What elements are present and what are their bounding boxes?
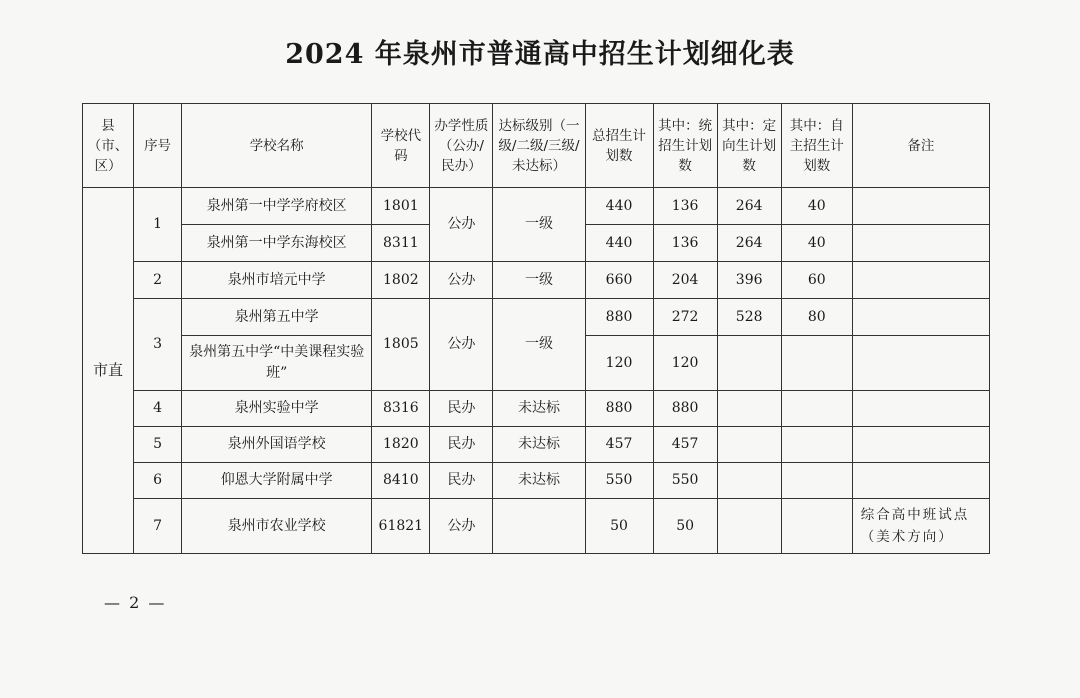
independent-cell: 80	[781, 299, 852, 336]
code-cell: 61821	[372, 499, 430, 554]
directed-cell: 264	[717, 188, 781, 225]
remark-cell	[852, 336, 989, 391]
enrollment-table	[82, 103, 990, 554]
region-cell: 市直	[83, 188, 134, 554]
level-cell	[493, 499, 585, 554]
header-unified: 其中：统招生计划数	[653, 104, 717, 188]
total-cell: 440	[585, 225, 653, 262]
seq-cell: 5	[134, 427, 182, 463]
total-cell: 457	[585, 427, 653, 463]
code-cell: 1805	[372, 299, 430, 391]
directed-cell: 264	[717, 225, 781, 262]
remark-cell	[852, 225, 989, 262]
code-cell: 1820	[372, 427, 430, 463]
directed-cell: 528	[717, 299, 781, 336]
table-row	[83, 427, 990, 463]
header-level: 达标级别（一级/二级/三级/未达标）	[493, 104, 585, 188]
level-cell: 一级	[493, 262, 585, 299]
table-header-row	[83, 104, 990, 188]
total-cell: 880	[585, 391, 653, 427]
header-seq: 序号	[134, 104, 182, 188]
nature-cell: 民办	[430, 427, 493, 463]
school-cell: 泉州第一中学东海校区	[182, 225, 372, 262]
unified-cell: 120	[653, 336, 717, 391]
table-row	[83, 463, 990, 499]
independent-cell	[781, 391, 852, 427]
table-row	[83, 391, 990, 427]
total-cell: 120	[585, 336, 653, 391]
total-cell: 660	[585, 262, 653, 299]
table-row	[83, 299, 990, 336]
remark-cell: 综合高中班试点（美术方向）	[852, 499, 989, 554]
independent-cell: 40	[781, 188, 852, 225]
header-independent: 其中：自主招生计划数	[781, 104, 852, 188]
seq-cell: 6	[134, 463, 182, 499]
level-cell: 未达标	[493, 427, 585, 463]
table-row	[83, 499, 990, 554]
page-title: 2024 年泉州市普通高中招生计划细化表	[285, 39, 795, 70]
school-cell: 仰恩大学附属中学	[182, 463, 372, 499]
independent-cell: 40	[781, 225, 852, 262]
level-cell: 一级	[493, 188, 585, 262]
code-cell: 8410	[372, 463, 430, 499]
nature-cell: 公办	[430, 499, 493, 554]
unified-cell: 136	[653, 225, 717, 262]
directed-cell: 396	[717, 262, 781, 299]
school-cell: 泉州外国语学校	[182, 427, 372, 463]
school-cell: 泉州市培元中学	[182, 262, 372, 299]
remark-cell	[852, 299, 989, 336]
unified-cell: 50	[653, 499, 717, 554]
table-row	[83, 262, 990, 299]
independent-cell	[781, 427, 852, 463]
unified-cell: 550	[653, 463, 717, 499]
header-nature: 办学性质（公办/民办）	[430, 104, 493, 188]
header-county: 县（市、区）	[83, 104, 134, 188]
school-cell: 泉州第一中学学府校区	[182, 188, 372, 225]
directed-cell	[717, 427, 781, 463]
directed-cell	[717, 463, 781, 499]
school-cell: 泉州第五中学“中美课程实验班”	[182, 336, 372, 391]
nature-cell: 民办	[430, 391, 493, 427]
seq-cell: 2	[134, 262, 182, 299]
code-cell: 1802	[372, 262, 430, 299]
unified-cell: 204	[653, 262, 717, 299]
school-cell: 泉州市农业学校	[182, 499, 372, 554]
independent-cell	[781, 336, 852, 391]
header-directed: 其中：定向生计划数	[717, 104, 781, 188]
code-cell: 1801	[372, 188, 430, 225]
header-remark: 备注	[852, 104, 989, 188]
school-cell: 泉州实验中学	[182, 391, 372, 427]
code-cell: 8316	[372, 391, 430, 427]
level-cell: 未达标	[493, 391, 585, 427]
seq-cell: 3	[134, 299, 182, 391]
total-cell: 50	[585, 499, 653, 554]
nature-cell: 公办	[430, 262, 493, 299]
unified-cell: 880	[653, 391, 717, 427]
total-cell: 880	[585, 299, 653, 336]
directed-cell	[717, 391, 781, 427]
unified-cell: 136	[653, 188, 717, 225]
total-cell: 550	[585, 463, 653, 499]
page-number: — 2 —	[104, 593, 167, 612]
level-cell: 一级	[493, 299, 585, 391]
unified-cell: 457	[653, 427, 717, 463]
level-cell: 未达标	[493, 463, 585, 499]
remark-cell	[852, 188, 989, 225]
unified-cell: 272	[653, 299, 717, 336]
independent-cell: 60	[781, 262, 852, 299]
header-code: 学校代码	[372, 104, 430, 188]
table-row	[83, 188, 990, 225]
remark-cell	[852, 391, 989, 427]
remark-cell	[852, 427, 989, 463]
nature-cell: 公办	[430, 299, 493, 391]
seq-cell: 4	[134, 391, 182, 427]
seq-cell: 7	[134, 499, 182, 554]
independent-cell	[781, 463, 852, 499]
seq-cell: 1	[134, 188, 182, 262]
remark-cell	[852, 262, 989, 299]
header-school: 学校名称	[182, 104, 372, 188]
nature-cell: 公办	[430, 188, 493, 262]
independent-cell	[781, 499, 852, 554]
header-total: 总招生计划数	[585, 104, 653, 188]
directed-cell	[717, 499, 781, 554]
code-cell: 8311	[372, 225, 430, 262]
total-cell: 440	[585, 188, 653, 225]
nature-cell: 民办	[430, 463, 493, 499]
directed-cell	[717, 336, 781, 391]
school-cell: 泉州第五中学	[182, 299, 372, 336]
remark-cell	[852, 463, 989, 499]
